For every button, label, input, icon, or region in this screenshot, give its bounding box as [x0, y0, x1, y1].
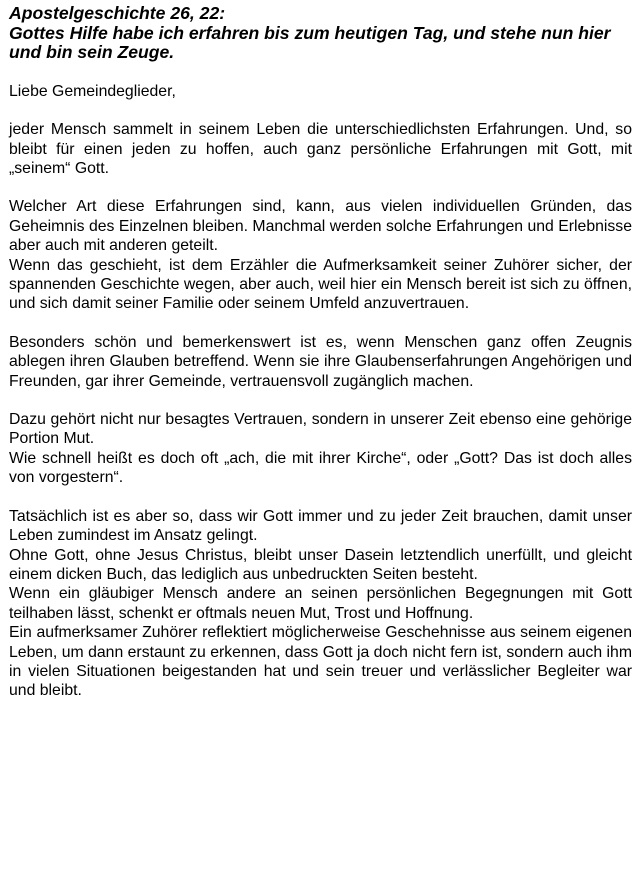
paragraph-4: Besonders schön und bemerkenswert ist es, wenn Menschen ganz offen Zeugnis ablegen ihren Glauben betreffend. Wenn sie ihre Glaubenserfahrungen Angehörigen und Freunden, gar ihrer Gemeinde, vertrauensvoll zugänglich machen.: [9, 333, 632, 390]
paragraph-3: Wenn das geschieht, ist dem Erzähler die Aufmerksamkeit seiner Zuhörer sicher, der spannenden Geschichte wegen, aber auch, weil hier ein Mensch bereit ist sich zu öffnen, und sich damit seiner Familie oder seinem Umfeld anzuvertrauen.: [9, 256, 632, 313]
paragraph-2: Welcher Art diese Erfahrungen sind, kann, aus vielen individuellen Gründen, das Geheimnis des Einzelnen bleiben. Manchmal werden solche Erfahrungen und Erlebnisse aber auch mit anderen geteilt.: [9, 198, 632, 255]
paragraph-5: Dazu gehört nicht nur besagtes Vertrauen, sondern in unserer Zeit ebenso eine gehörige Portion Mut.: [9, 411, 632, 448]
paragraph-1: jeder Mensch sammelt in seinem Leben die unterschiedlichsten Erfahrungen. Und, so bleibt für einen jeden zu hoffen, auch ganz persönliche Erfahrungen mit Gott, mit „seinem“ Gott.: [9, 121, 632, 177]
salutation: Liebe Gemeindeglieder,: [9, 82, 176, 100]
paragraph-10: Ein aufmerksamer Zuhörer reflektiert möglicherweise Geschehnisse aus seinem eigenen Leben, um dann erstaunt zu erkennen, dass Gott ja doch nicht fern ist, sondern auch ihm in vielen Situationen beigestanden hat und sein treuer und verlässlicher Begleiter war und bleibt.: [9, 624, 632, 700]
scripture-verse: Gottes Hilfe habe ich erfahren bis zum heutigen Tag, und stehe nun hier und bin sein Zeuge.: [9, 22, 611, 63]
scripture-heading: [9, 4, 632, 63]
paragraph-6: Wie schnell heißt es doch oft „ach, die mit ihrer Kirche“, oder „Gott? Das ist doch alles von vorgestern“.: [9, 449, 632, 487]
paragraph-9: Wenn ein gläubiger Mensch andere an seinen persönlichen Begegnungen mit Gott teilhaben lässt, schenkt er oftmals neuen Mut, Trost und Hoffnung.: [9, 585, 632, 622]
paragraph-7: Tatsächlich ist es aber so, dass wir Gott immer und zu jeder Zeit brauchen, damit unser Leben zumindest im Ansatz gelingt.: [9, 507, 632, 545]
scripture-reference: Apostelgeschichte 26, 22:: [9, 3, 226, 23]
paragraph-8: Ohne Gott, ohne Jesus Christus, bleibt unser Dasein letztendlich unerfüllt, und gleicht einem dicken Buch, das lediglich aus unbedruckten Seiten besteht.: [9, 546, 632, 583]
